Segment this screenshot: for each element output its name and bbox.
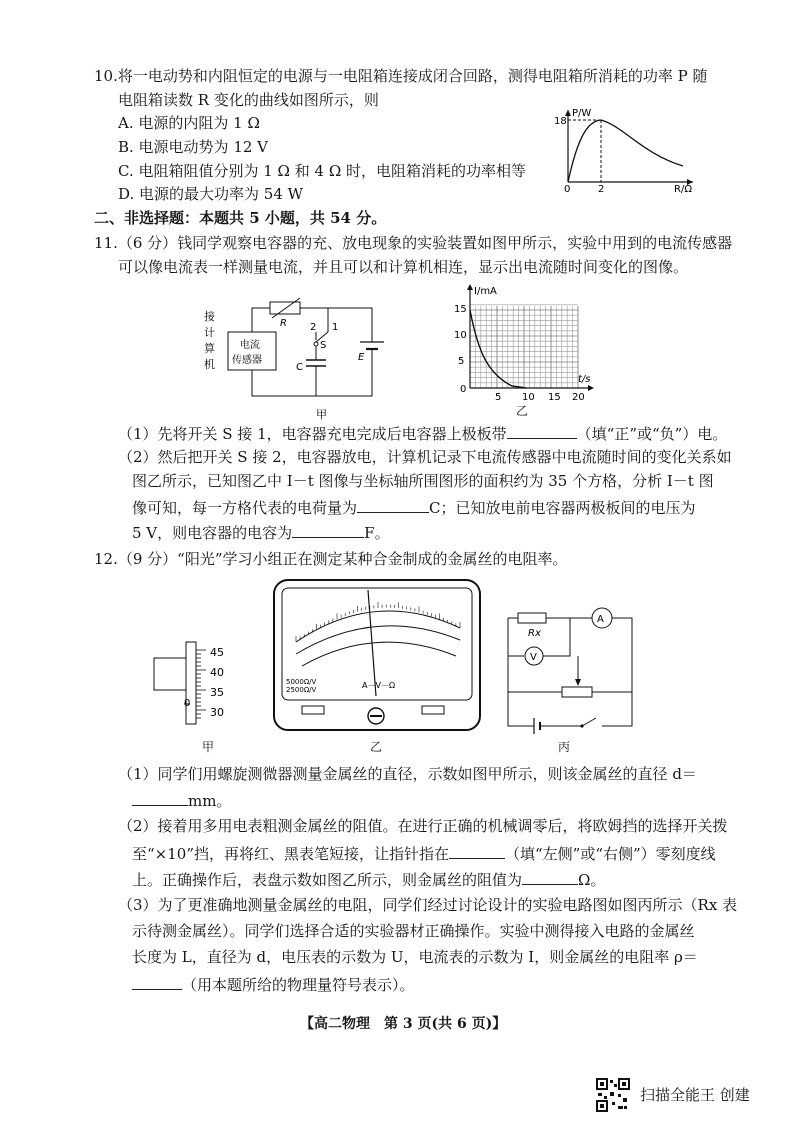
q12-part2-text-b2: （填“左侧”或“右侧”）零刻度线 bbox=[505, 845, 716, 863]
meter-left-label-2: 2500Ω/V bbox=[286, 686, 317, 694]
q12-part2-line3 bbox=[132, 868, 605, 890]
q12-part2-line2 bbox=[132, 842, 716, 864]
q11-xtick-10: 10 bbox=[522, 392, 535, 403]
q11-graph-xlabel: t/s bbox=[578, 374, 591, 385]
voltmeter-label: V bbox=[530, 652, 537, 663]
q12-blank-resistance[interactable] bbox=[522, 868, 578, 885]
q10-power-graph bbox=[548, 106, 700, 195]
q11-current-time-graph bbox=[444, 282, 604, 408]
q11-ytick-0: 0 bbox=[460, 384, 467, 395]
q12-measurement-circuit bbox=[498, 604, 644, 732]
q12-multimeter-figure bbox=[272, 578, 484, 736]
q10-ytick: 18 bbox=[554, 116, 567, 127]
q11-fig-caption-jia: 甲 bbox=[316, 408, 327, 421]
qr-code-icon bbox=[596, 1078, 630, 1112]
switch-s-label: S bbox=[320, 340, 327, 351]
q12-blank-zero-side[interactable] bbox=[449, 842, 505, 859]
ammeter-label: A bbox=[597, 614, 604, 625]
q12-micrometer-figure bbox=[150, 640, 252, 730]
q12-part3-line1: （3）为了更准确地测量金属丝的电阻，同学们经过讨论设计的实验电路图如图丙所示（Rx 表 bbox=[118, 896, 738, 914]
q11-part2-line2: 图乙所示，已知图乙中 I－t 图像与坐标轴所围图形的面积约为 35 个方格，分析 I－t 图 bbox=[132, 472, 714, 490]
q11-xtick-5: 5 bbox=[495, 392, 502, 403]
micrometer-tick-40: 40 bbox=[210, 666, 224, 679]
q11-part2-line1: （2）然后把开关 S 接 2，电容器放电，计算机记录下电流传感器中电流随时间的变化关系如 bbox=[118, 448, 732, 466]
q11-ytick-10: 10 bbox=[454, 330, 467, 341]
q10-option-c: C. 电阻箱阻值分别为 1 Ω 和 4 Ω 时，电阻箱消耗的功率相等 bbox=[118, 162, 527, 180]
capacitor-c-label: C bbox=[296, 362, 303, 373]
q11-part2-text-c1: 像可知，每一方格代表的电荷量为 bbox=[132, 499, 358, 517]
micrometer-zero: 0 bbox=[184, 698, 191, 709]
q12-part1-line1: （1）同学们用螺旋测微器测量金属丝的直径，示数如图甲所示，则该金属丝的直径 d＝ bbox=[118, 765, 697, 783]
rx-label: Rx bbox=[528, 628, 541, 639]
q12-part2-text-c2: Ω。 bbox=[578, 871, 606, 889]
q11-circuit-diagram bbox=[200, 296, 390, 421]
q11-stem-line1: 11.（6 分）钱同学观察电容器的充、放电现象的实验装置如图甲所示，实验中用到的电流传感器 bbox=[94, 234, 733, 252]
q10-option-d: D. 电源的最大功率为 54 W bbox=[118, 185, 304, 203]
q11-part2-line4 bbox=[132, 521, 390, 543]
q11-part2-text-d1: 5 V，则电容器的电容为 bbox=[132, 524, 293, 542]
circuit-side-label-4: 机 bbox=[204, 358, 215, 371]
q12-part3-line4 bbox=[132, 973, 415, 995]
q11-xtick-20: 20 bbox=[572, 392, 585, 403]
page-footer: 【高二物理 第 3 页(共 6 页)】 bbox=[300, 1016, 507, 1032]
q11-ytick-5: 5 bbox=[458, 356, 465, 367]
q11-part1-text-b: （填“正”或“负”）电。 bbox=[576, 425, 728, 443]
q12-part2-line1: （2）接着用多用电表粗测金属丝的阻值。在进行正确的机械调零后，将欧姆挡的选择开关拨 bbox=[118, 817, 728, 835]
q10-xlabel: R/Ω bbox=[674, 184, 692, 195]
q11-part2-text-d2: F。 bbox=[364, 524, 390, 542]
circuit-side-label-1: 接 bbox=[204, 310, 215, 323]
q11-fig-caption-yi: 乙 bbox=[516, 404, 529, 418]
q11-part1-text-a: （1）先将开关 S 接 1，电容器充电完成后电容器上极板带 bbox=[118, 425, 507, 443]
sensor-label-1: 电流 bbox=[240, 340, 260, 351]
resistor-r-label: R bbox=[280, 318, 287, 329]
q11-graph-ylabel: I/mA bbox=[474, 286, 497, 297]
q11-part2-line3 bbox=[132, 496, 696, 518]
q12-part1-text-b: mm。 bbox=[188, 792, 232, 810]
q10-option-b: B. 电源电动势为 12 V bbox=[118, 138, 269, 156]
scanner-watermark: 扫描全能王 创建 bbox=[640, 1086, 750, 1104]
q11-blank-charge-sign[interactable] bbox=[507, 422, 577, 439]
battery-e-label: E bbox=[358, 352, 365, 363]
q12-part3-line2: 示待测金属丝）。同学们选择合适的实验器材正确操作。实验中测得接入电路的金属丝 bbox=[132, 922, 695, 940]
q10-stem-line2: 电阻箱读数 R 变化的曲线如图所示，则 bbox=[118, 91, 379, 109]
q10-option-a: A. 电源的内阻为 1 Ω bbox=[118, 114, 260, 132]
q10-origin: 0 bbox=[564, 184, 571, 195]
switch-pos-1: 1 bbox=[332, 322, 339, 333]
q11-stem-line2: 可以像电流表一样测量电流，并且可以和计算机相连，显示出电流随时间变化的图像。 bbox=[118, 258, 689, 276]
q10-ylabel: P/W bbox=[572, 108, 592, 119]
q10-stem-line1: 10.将一电动势和内阻恒定的电源与一电阻箱连接成闭合回路，测得电阻箱所消耗的功率 P 随 bbox=[94, 67, 708, 85]
q12-fig-caption-yi: 乙 bbox=[370, 740, 383, 754]
q12-stem: 12.（9 分）“阳光”学习小组正在测定某种合金制成的金属丝的电阻率。 bbox=[94, 550, 568, 568]
q12-blank-diameter[interactable] bbox=[132, 789, 188, 806]
circuit-side-label-3: 算 bbox=[204, 342, 215, 355]
q12-blank-resistivity[interactable] bbox=[132, 973, 182, 990]
q12-part2-text-c1: 上。正确操作后，表盘示数如图乙所示，则金属丝的阻值为 bbox=[132, 871, 523, 889]
q12-part3-line3: 长度为 L，直径为 d，电压表的示数为 U，电流表的示数为 I，则金属丝的电阻率 ρ＝ bbox=[132, 948, 698, 966]
meter-left-label-1: 5000Ω/V bbox=[286, 678, 317, 686]
q11-xtick-15: 15 bbox=[548, 392, 561, 403]
circuit-side-label-2: 计 bbox=[204, 326, 215, 339]
q12-part2-text-b1: 至“×10”挡，再将红、黑表笔短接，让指针指在 bbox=[132, 845, 449, 863]
switch-pos-2: 2 bbox=[310, 322, 317, 333]
q12-fig-caption-bing: 丙 bbox=[558, 740, 571, 754]
meter-mid-label: A－V－Ω bbox=[362, 681, 396, 690]
q12-fig-caption-jia: 甲 bbox=[202, 740, 215, 754]
micrometer-tick-35: 35 bbox=[210, 686, 224, 699]
q11-blank-capacitance[interactable] bbox=[292, 521, 364, 538]
q10-xtick: 2 bbox=[598, 184, 605, 195]
q11-part1 bbox=[118, 422, 727, 444]
sensor-label-2: 传感器 bbox=[232, 355, 262, 366]
q11-ytick-15: 15 bbox=[454, 304, 467, 315]
q11-blank-charge-per-square[interactable] bbox=[357, 496, 429, 513]
q12-part3-text-d: （用本题所给的物理量符号表示）。 bbox=[182, 976, 415, 994]
q12-part1-line2 bbox=[132, 789, 231, 811]
micrometer-tick-45: 45 bbox=[210, 646, 224, 659]
q11-part2-text-c2: C；已知放电前电容器两极板间的电压为 bbox=[429, 499, 696, 517]
micrometer-tick-30: 30 bbox=[210, 706, 224, 719]
section-2-heading: 二、非选择题：本题共 5 小题，共 54 分。 bbox=[94, 209, 387, 227]
